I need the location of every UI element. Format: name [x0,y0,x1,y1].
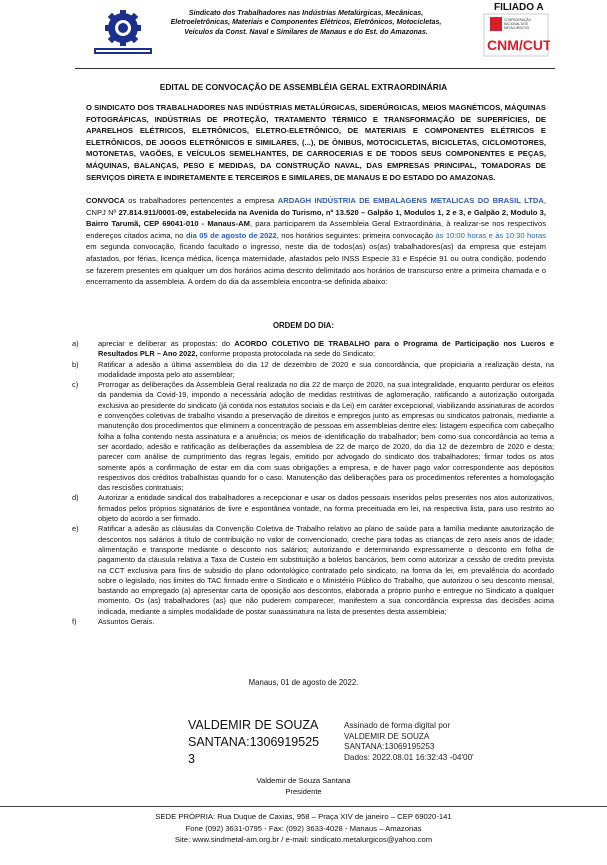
filiado-label: FILIADO A [494,2,544,13]
affiliation-caption: CONFEDERAÇÃO [504,18,531,22]
assembly-date: dia 05 de agosto de 2022 [185,230,277,240]
affiliation-logo-text: CNM/CUT [487,37,550,53]
svg-text:METALÚRGICOS: METALÚRGICOS [504,26,530,30]
page-title: EDITAL DE CONVOCAÇÃO DE ASSEMBLÉIA GERAL EXTRAORDINÁRIA [159,82,448,92]
signature-name-block: VALDEMIR DE SOUZA SANTANA:1306919525 3 [188,718,320,766]
convoca-label: CONVOCA [86,196,125,205]
header-divider [75,68,555,69]
cnm-cut-logo [482,12,550,58]
agenda-item: d) Autorizar a entidade sindical dos trabalhadores a recepcionar e usar os dados pessoais inseridos pelos presentes nos atos autorizativos, firmados pelos próprios signatários de livre e espontânea vontade, na forma preceituada em lei, na respectiva lista, para uso restrito ao objeto do acordo a ser firmado. [72,493,554,524]
dateline: Manaus, 01 de agosto de 2022. [248,678,359,687]
footer-phone: Fone (092) 3631-0795 - Fax: (092) 3633-4028 - Manaus – Amazonas [185,823,422,833]
agenda-item: a) apreciar e deliberar as propostas: do ACORDO COLETIVO DE TRABALHO para o Programa de Participação nos Lucros e Resultados PLR – Ano 2022, conforme proposta protocolada na sede do Sindicato; [72,339,554,359]
agenda-item: b) Ratificar a adesão a última assembleia do dia 12 de dezembro de 2020 e sua concordância, que propiciaria a realização desta, na modalidade imposta pelo ato assemblear; [72,359,554,379]
digital-signature-info: Assinado de forma digital por VALDEMIR DE SOUZA SANTANA:13069195253 Dados: 2022.08.01 16:32:43 -04'00' [344,721,474,762]
svg-text:NACIONAL DOS: NACIONAL DOS [504,22,528,26]
assembly-times: às 10:00 horas e às 10:30 horas [435,230,546,240]
intro-convocation: CONVOCA os trabalhadores pertencentes a empresa ARDAGH INDÚSTRIA DE EMBALAGENS METALICAS DO BRASIL LTDA, CNPJ Nº 27.814.911/0001-09, estabelecida na Avenida do Turismo, nº 13.520 – Galpão 1, Modulos 1, 2 e 3, e Galpão 2, Modulo 3, Bairro Tarumã, CEP 69041-010 - Manaus-AM, para participarem da Assembleia Geral Extraordinária, à realizar-se nos respectivos endereços citados acima, no dia 05 de agosto de 2022, nos horários seguintes: primeira convocação às 10:00 horas e às 10:30 horas em segunda convocação, ficando facultado o ingresso, neste dia de todos(as) os(as) trabalhadores(as) da empresa que estejam afastados, por férias, licença médica, licença maternidade, afastados pelo INSS Especie 31 e Espécie 91 ou outra condição, podendo se fazerem presentes em qualquer um dos horários acima descrito delimitado aos horários de transcurso entre a primeira chamada e o encerramento da assembleia. A ordem do dia da assembleia encontra-se definida abaixo: [86,196,546,287]
signatory-role: Presidente [285,786,322,796]
intro-union-name: O SINDICATO DOS TRABALHADORES NAS INDÚSTRIAS METALÚRGICAS, SIDERÚRGICAS, MEIOS MAGNÉTICOS, MÁQUINAS FOTOGRÁFICAS, INDÚSTRIAS DE PROTEÇÃO, TRATAMENTO TÉRMICO E TRANSFORMAÇÃO DE SUPERFÍCIES, DE APARELHOS ELÉTRICOS, ELETRÔNICOS, ELETRO-ELETRÔNICO, DE MATERIAIS E COMPONENTES ELÉTRICOS E ELETRÔNICOS, DE JOGOS ELETRÔNICOS E SIMILARES, (...), DE ÔNIBUS, MOTOCICLETAS, BICICLETAS, CICLOMOTORES, MOTONETAS, VAGÕES, E VEÍCULOS SEMELHANTES, DE CARROCERIAS E DE TODOS SEUS COMPONENTES E PEÇAS, MÁQUINAS, BALANÇAS, PESO E MEDIDAS, DA CONSTRUÇÃO NAVAL, DAS EMPRESAS PRINCIPAL, TOMADORAS DE SERVIÇOS DIRETA E INDIRETAMENTE E TERCEIROS E SIMILARES, DE MANAUS E DO ESTADO DO AMAZONAS. [86,103,546,182]
company-name: ARDAGH INDÚSTRIA DE EMBALAGENS METALICAS DO BRASIL LTDA [277,196,544,205]
cnpj-address: 27.814.911/0001-09, estabelecida na Avenida do Turismo, nº 13.520 – Galpão 1, Modulos 1, 2 e 3, e Galpão 2, Modulo 3, Bairro Tarumã, CEP 69041-010 - Manaus-AM [86,207,546,229]
agenda-title: ORDEM DO DIA: [272,321,335,330]
footer-address: SEDE PRÓPRIA: Rua Duque de Caxias, 958 – Praça XIV de janeiro – CEP 69020-141 [155,812,452,821]
gear-icon [105,10,141,46]
agenda-item: e) Ratificar a adesão as cláusulas da Convenção Coletiva de Trabalho relativo ao plano de saúde para a família mediante aautorização de descontos nos salários à título de contribuição no valor de convencionado, creche para todas as crianças de zero aseis anos de idade; alimentação e transporte mediante o desconto nos salários; autorizando e determinando expressamente o desconto em folha de pagamento da cláusula relativa a Taxa de Custeio em substituição a boletos bancários, bem como autorizar a cessão de credito prevista na CCT exclusiva para fins de subsidio do plano odontológico contratado pelo sindicato, na forma da lei, em prevalência do acordado sobre o legislado, nos limites do TAC firmado entre o Sindicato e o Ministério Público do Trabalho, que autorizou o seu desconto mensal, bastando ao empregado (a) apresentar carta de oposição aos descontos, elaborada a próprio punho e entregue no Sindicato a qualquer momento. Os (as) trabalhadores (as) que não puderem comparecer, manifestem a sua concordância expressa das decisões acima indicada, mediante a simples modalidade de postar suaassinatura na lista de presentes desta assembleia; [72,524,554,616]
footer-divider [0,806,607,807]
signatory [0,776,607,797]
union-header-text: Sindicato dos Trabalhadores nas Indústrias Metalúrgicas, Mecânicas, Eletroeletrônicas, Materiais e Componentes Elétricos, Eletrônicos, Motocicletas, Veículos da Const. Naval e Similares de Manaus e do Est. do Amazonas. [170,9,442,36]
agenda-item: c) Prorrogar as deliberações da Assembleia Geral realizada no dia 22 de março de 2020, na sua integralidade, enquanto perdurar os efeitos da pandemia da Covid-19, impondo a necessária adoção de medidas restritivas de aglomeração, ratificando a autorização outorgada exclusiva ao presidente do sindicato (já contida nos estatutos sociais e da Lei) em caráter excepcional, viabilizando assinaturas de acordos e convenções coletivas de trabalho visando a preservação de direitos e empregos junto as empresas ou sindicatos patronais, mediante a manutenção dos procedimentos que eliminem a concentração de pessoas em assembleias dentre eles: listagem especifica com cabeçalho folha a folha contendo nesta assinatura e a anuência; os meios de identificação do trabalhador; bem como sua concordância ao tema a ser acordado, adesão e ratificação as deliberações da assembleia de 22 de março de 2020, do dia 12 de dezembro de 2020 e desta; parecer com análise de cumprimento das regras legais, emitido por advogado do sindicato dos trabalhadores; firmar todos os atos somente após a confirmação de estar em dia com suas obrigações a empresa, e de haver pago valor correspondente aos depósitos respectivos dos créditos trabalhistas quando for o caso. Manutenção das deliberações para os procedimentos referentes a homologação das rescisões contratuais; [72,380,555,493]
agenda-list [72,339,554,627]
footer-contact: Site: www.sindmetal-am.org.br / e-mail: sindicato.metalurgicos@yahoo.com [174,835,433,844]
agenda-item: f) Assuntos Gerais. [72,617,155,627]
footer [0,811,607,846]
signatory-name: Valdemir de Souza Santana [256,776,351,785]
union-logo [92,8,154,56]
